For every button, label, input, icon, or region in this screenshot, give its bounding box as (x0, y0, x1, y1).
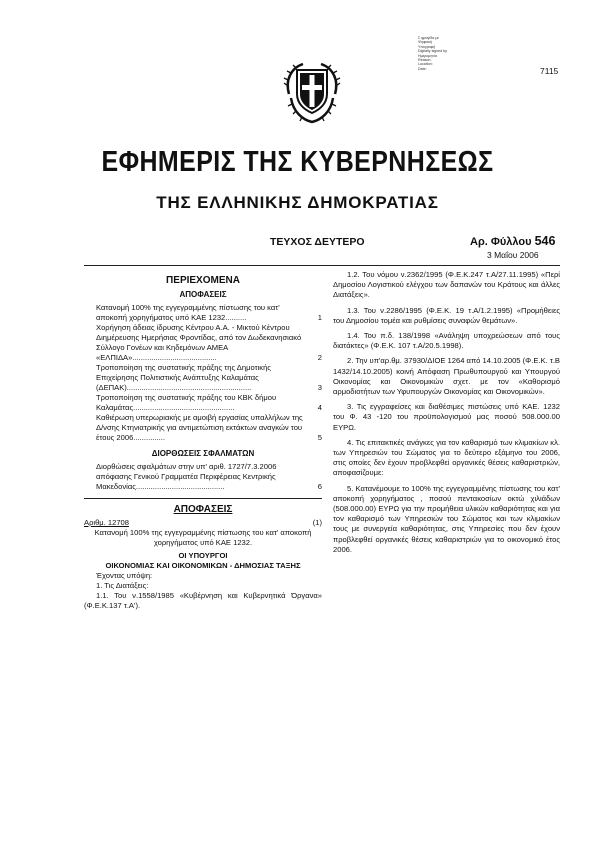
toc-item: Διορθώσεις σφαλμάτων στην υπ' αριθ. 1727/7.3.2006 απόφασης Γενικού Γραμματέα Περιφέρειας Κεντρικής Μακεδονίας.......................................... 6 (96, 462, 322, 491)
decisions-heading: ΑΠΟΦΑΣΕΙΣ (173, 504, 233, 515)
paragraph: 3. Τις εγγραφείσες και διαθέσιμες πιστώσεις υπό ΚΑΕ. 1232 του Φ. 43 -120 του προϋπολογισμού μας ποσού 508.000.00 ΕΥΡΩ. (333, 402, 560, 432)
toc-item: Χορήγηση άδειας ίδρυσης Κέντρου Α.Α. - Μικτού Κέντρου Διημέρευσης Ημερήσιας Φροντίδας, από τον Δωδεκανησιακό Σύλλογο Γονέων και Κηδεμόνων ΑΜΕΑ «ΕΛΠΙΔΑ»........................................ 2 (96, 323, 322, 362)
toc-section-corrections: ΔΙΟΡΘΩΣΕΙΣ ΣΦΑΛΜΑΤΩΝ (151, 449, 255, 458)
coat-of-arms-icon (283, 60, 341, 124)
paragraph: 1.4. Του π.δ. 138/1998 «Ανάληψη υποχρεώσεων από τους διατάκτες» (Φ.Ε.Κ. 107 τ.Α/20.5.1998). (333, 331, 560, 351)
sheet-number: Αρ. Φύλλου 546 (470, 234, 556, 248)
left-column (84, 270, 322, 616)
section-divider (84, 498, 322, 499)
toc-section-decisions: ΑΠΟΦΑΣΕΙΣ (179, 290, 227, 299)
ministers-heading: ΟΙ ΥΠΟΥΡΓΟΙ (178, 551, 228, 560)
toc-item: Καθιέρωση υπερωριακής με αμοιβή εργασίας υπαλλήλων της Δ/νσης Κτηνιατρικής για αντιμετώπιση εκτάκτων αναγκών του έτους 2006............... 5 (96, 413, 322, 442)
toc-item: Τροποποίηση της συστατικής πράξης του ΚΒΚ δήμου Καλαμάτας................................................ 4 (96, 393, 322, 412)
ministries-heading: ΟΙΚΟΝΟΜΙΑΣ ΚΑΙ ΟΙΚΟΝΟΜΙΚΩΝ - ΔΗΜΟΣΙΑΣ ΤΑΞΗΣ (105, 561, 301, 570)
decision-number-row (84, 518, 322, 528)
toc-item: Τροποποίηση της συστατικής πράξης της Δημοτικής Επιχείρησης Πολιτιστικής Ανάπτυξης Καλαμάτας (ΔΕΠΑΚ)........................................................... 3 (96, 363, 322, 392)
paragraph: 4. Τις επιτακτικές ανάγκες για τον καθαρισμό των κλιμακίων κλ. των Υπηρεσιών του Σώματος για το δεύτερο εξάμηνο του 2006, στις οποίες δεν έχουν προβλεφθεί οργανικές θέσεις καθαριστριών, αποφασίζουμε: (333, 437, 560, 478)
toc-heading: ΠΕΡΙΕΧΟΜΕΝΑ (166, 275, 240, 286)
decision-text-line: 1.1. Του ν.1558/1985 «Κυβέρνηση και Κυβερνητικά Όργανα» (Φ.Ε.Κ.137 τ.Α'). (84, 591, 322, 610)
issue-series: ΤΕΥΧΟΣ ΔΕΥΤΕΡΟ (270, 236, 365, 248)
paragraph: 1.2. Του νόμου ν.2362/1995 (Φ.Ε.Κ.247 τ.Α/27.11.1995) «Περί Δημοσίου Λογιστικού ελέγχου των δαπανών του Κράτους και άλλες Διατάξεις». (333, 270, 560, 300)
decision-text-line: Έχοντας υπόψη: (96, 571, 153, 580)
gazette-title: ΕΦΗΜΕΡΙΣ ΤΗΣ ΚΥΒΕΡΝΗΣΕΩΣ (101, 146, 494, 178)
gazette-subtitle: ΤΗΣ ΕΛΛΗΝΙΚΗΣ ΔΗΜΟΚΡΑΤΙΑΣ (156, 193, 439, 212)
decision-ref: (1) (312, 518, 322, 527)
decision-number: Αριθμ. 12708 (84, 518, 130, 527)
digital-signature-stamp: Σ φραγίδα με Ψηφιακή Υπογραφή Digitally signed by Ημερομηνία Reason: Location: Date: (418, 36, 447, 71)
toc-item: Κατανομή 100% της εγγεγραμμένης πίστωσης του κατ' αποκοπή χορηγήματος υπό ΚΑΕ 1232.......... 1 (96, 303, 322, 322)
decision-title: Κατανομή 100% της εγγεγραμμένης πίστωσης του κατ' αποκοπή χορηγήματος υπό ΚΑΕ 1232. (94, 528, 312, 547)
page-number: 7115 (540, 66, 559, 76)
paragraph: 1.3. Του ν.2286/1995 (Φ.Ε.Κ. 19 τ.Α/1.2.1995) «Προμήθειες του Δημοσίου τομέα και ρυθμίσεις συναφών θεμάτων». (333, 305, 560, 325)
paragraph: 5. Κατανέμουμε το 100% της εγγεγραμμένης πίστωσης του κατ' αποκοπή χορηγήματος , ποσού πεντακοσίων οκτώ χιλιάδων (508.000.00) ΕΥΡΩ για την προμήθεια υλικών καθαριότητας και για τον καθαρισμό των Υπηρεσιών του Σώματος και των κλιμακίων τους με συνεργεία καθαριότητας, στις Υπηρεσίες που δεν έχουν προβλεφθεί οργανικές θέσεις καθαριστριών για το οικονομικό έτος 2006. (333, 483, 560, 554)
decision-text-line: 1. Τις Διατάξεις: (96, 581, 149, 590)
header-rule (84, 265, 560, 266)
right-column (333, 270, 560, 560)
paragraph: 2. Την υπ'αρ.θμ. 37930/ΔΙΟΕ 1264 από 14.10.2005 (Φ.Ε.Κ. τ.Β 1432/14.10.2005) κοινή Απόφαση Πρωθυπουργού και Υπουργού Οικονομίας και Οικονομικών σχετ. με τον «Καθορισμό αρμοδιοτήτων των Υφυπουργών Οικονομίας και Οικονομικών». (333, 356, 560, 397)
issue-date: 3 Μαΐου 2006 (487, 250, 539, 260)
